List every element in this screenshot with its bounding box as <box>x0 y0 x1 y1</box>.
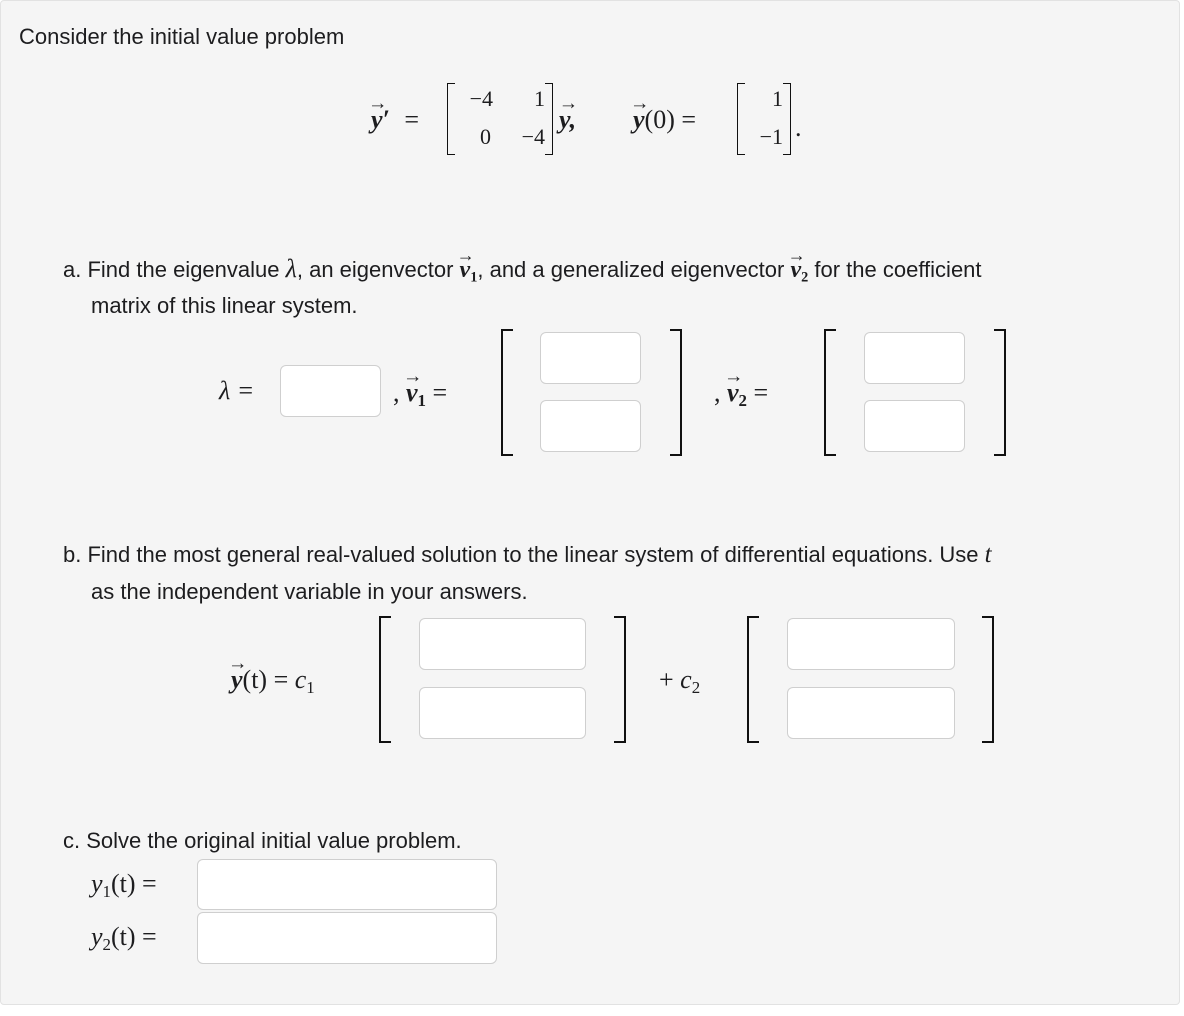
intro-text: Consider the initial value problem <box>19 24 345 49</box>
v2-label: , → $v_2$ = <box>714 378 768 416</box>
initial-condition-lhs: → y(0) = <box>633 105 696 135</box>
v1-right-bracket <box>670 329 682 456</box>
y2-label: $y_2(t)$ = <box>91 922 157 955</box>
initial-vector-left-bracket <box>737 83 745 155</box>
solution-vec1-bottom-input[interactable] <box>419 687 586 739</box>
part-b-line1: b. Find the most general real-valued solution to the linear system of differential equations. Use t <box>63 541 992 568</box>
v2-top-input[interactable] <box>864 332 965 384</box>
equation-period: . <box>795 113 802 142</box>
solution-vec1-left-bracket <box>379 616 391 743</box>
c2-label: + $c_2$ <box>659 665 701 698</box>
part-a-line1: a. Find the eigenvalue λ, an eigenvector → $v_1$, and a generalized eigenvector → $v_2$ for the coefficient <box>63 255 982 291</box>
v1-left-bracket <box>501 329 513 456</box>
v2-left-bracket <box>824 329 836 456</box>
coef-matrix-a12: 1 <box>534 86 545 111</box>
ivp-equation <box>371 83 811 163</box>
solution-vec2-right-bracket <box>982 616 994 743</box>
equation-lhs: → y′ = <box>371 105 419 135</box>
general-solution-label: → $y(t) = c_1$ <box>231 665 315 703</box>
part-a-line2: matrix of this linear system. <box>91 293 358 318</box>
initial-vector-top: 1 <box>772 86 783 111</box>
y1-answer-input[interactable] <box>197 859 497 910</box>
solution-vec2-bottom-input[interactable] <box>787 687 955 739</box>
lambda-label: λ = <box>219 376 255 405</box>
solution-vec1-right-bracket <box>614 616 626 743</box>
v1-top-input[interactable] <box>540 332 641 384</box>
v1-label: , → $v_1$ = <box>393 378 447 416</box>
solution-vec2-top-input[interactable] <box>787 618 955 670</box>
initial-vector-right-bracket <box>783 83 791 155</box>
initial-vector-bottom: −1 <box>759 124 783 149</box>
v2-bottom-input[interactable] <box>864 400 965 452</box>
coef-matrix-a21: 0 <box>480 124 491 149</box>
part-c-title: c. Solve the original initial value problem. <box>63 828 462 853</box>
coef-matrix-left-bracket <box>447 83 455 155</box>
coef-matrix-a11: −4 <box>469 86 493 111</box>
v1-bottom-input[interactable] <box>540 400 641 452</box>
coef-matrix-a22: −4 <box>521 124 545 149</box>
equation-y-term: → y, <box>559 105 576 135</box>
part-b-line2: as the independent variable in your answers. <box>91 579 528 604</box>
coef-matrix-right-bracket <box>545 83 553 155</box>
v2-right-bracket <box>994 329 1006 456</box>
y2-answer-input[interactable] <box>197 912 497 964</box>
lambda-input[interactable] <box>280 365 381 417</box>
y1-label: $y_1(t)$ = <box>91 869 157 902</box>
solution-vec1-top-input[interactable] <box>419 618 586 670</box>
solution-vec2-left-bracket <box>747 616 759 743</box>
